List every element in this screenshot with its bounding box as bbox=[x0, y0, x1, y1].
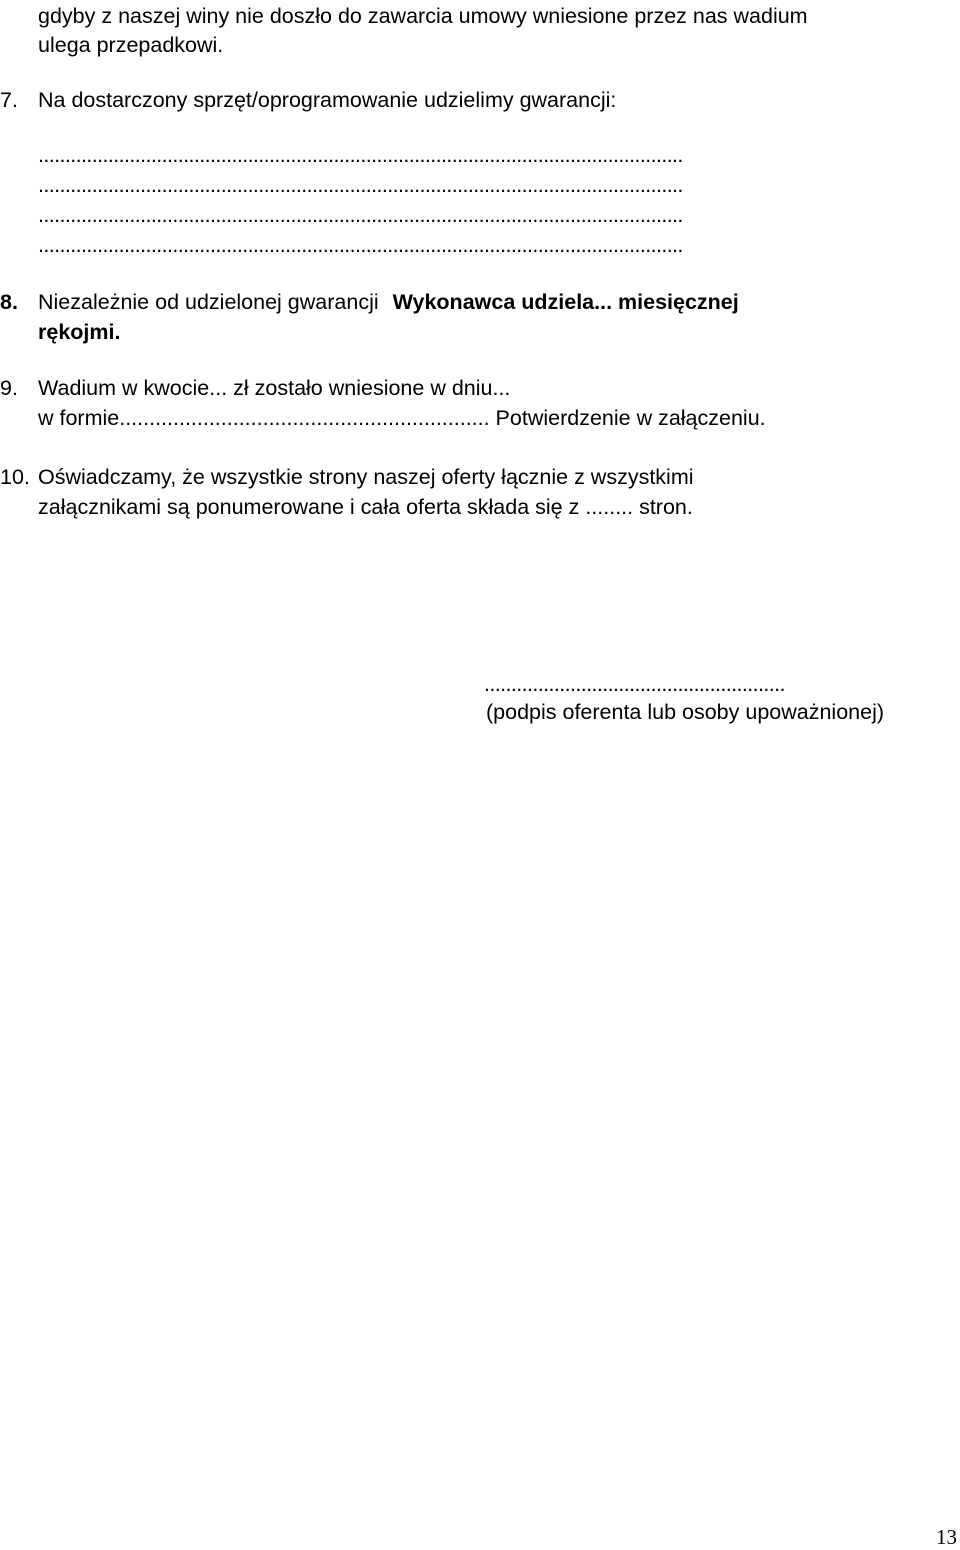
item-10-number: 10. bbox=[0, 465, 30, 489]
item-8-text-normal: Niezależnie od udzielonej gwarancji bbox=[38, 290, 379, 314]
intro-line-1: gdyby z naszej winy nie doszło do zawarcia umowy wniesione przez nas wadium bbox=[38, 4, 808, 28]
item-7-text: Na dostarczony sprzęt/oprogramowanie udzielimy gwarancji: bbox=[38, 88, 617, 112]
item-9-line-2: w formie.............................................................. Potwierdzenie w załączeniu. bbox=[38, 406, 766, 430]
item-8-text-bold-line-2: rękojmi. bbox=[38, 320, 121, 344]
item-7-blank-line-2: ........................................................................................................................ bbox=[38, 173, 683, 197]
signature-dots: ........................................................ bbox=[484, 672, 785, 696]
intro-line-2: ulega przepadkowi. bbox=[38, 33, 224, 57]
signature-label: (podpis oferenta lub osoby upoważnionej) bbox=[486, 700, 885, 724]
item-8-text-bold: Wykonawca udziela... miesięcznej bbox=[392, 290, 739, 314]
page-number: 13 bbox=[936, 1525, 957, 1549]
item-7-blank-line-4: ........................................................................................................................ bbox=[38, 233, 683, 257]
item-7-blank-line-3: ........................................................................................................................ bbox=[38, 203, 683, 227]
item-8-number: 8. bbox=[0, 290, 18, 314]
item-8-text bbox=[38, 292, 739, 314]
item-10-line-2: załącznikami są ponumerowane i cała oferta składa się z ........ stron. bbox=[38, 495, 693, 519]
item-7-blank-line-1: ........................................................................................................................ bbox=[38, 143, 683, 167]
item-9-number: 9. bbox=[0, 376, 18, 400]
item-10-line-1: Oświadczamy, że wszystkie strony naszej oferty łącznie z wszystkimi bbox=[38, 465, 694, 489]
item-9-line-1: Wadium w kwocie... zł zostało wniesione w dniu... bbox=[38, 376, 511, 400]
item-7-number: 7. bbox=[0, 88, 18, 112]
